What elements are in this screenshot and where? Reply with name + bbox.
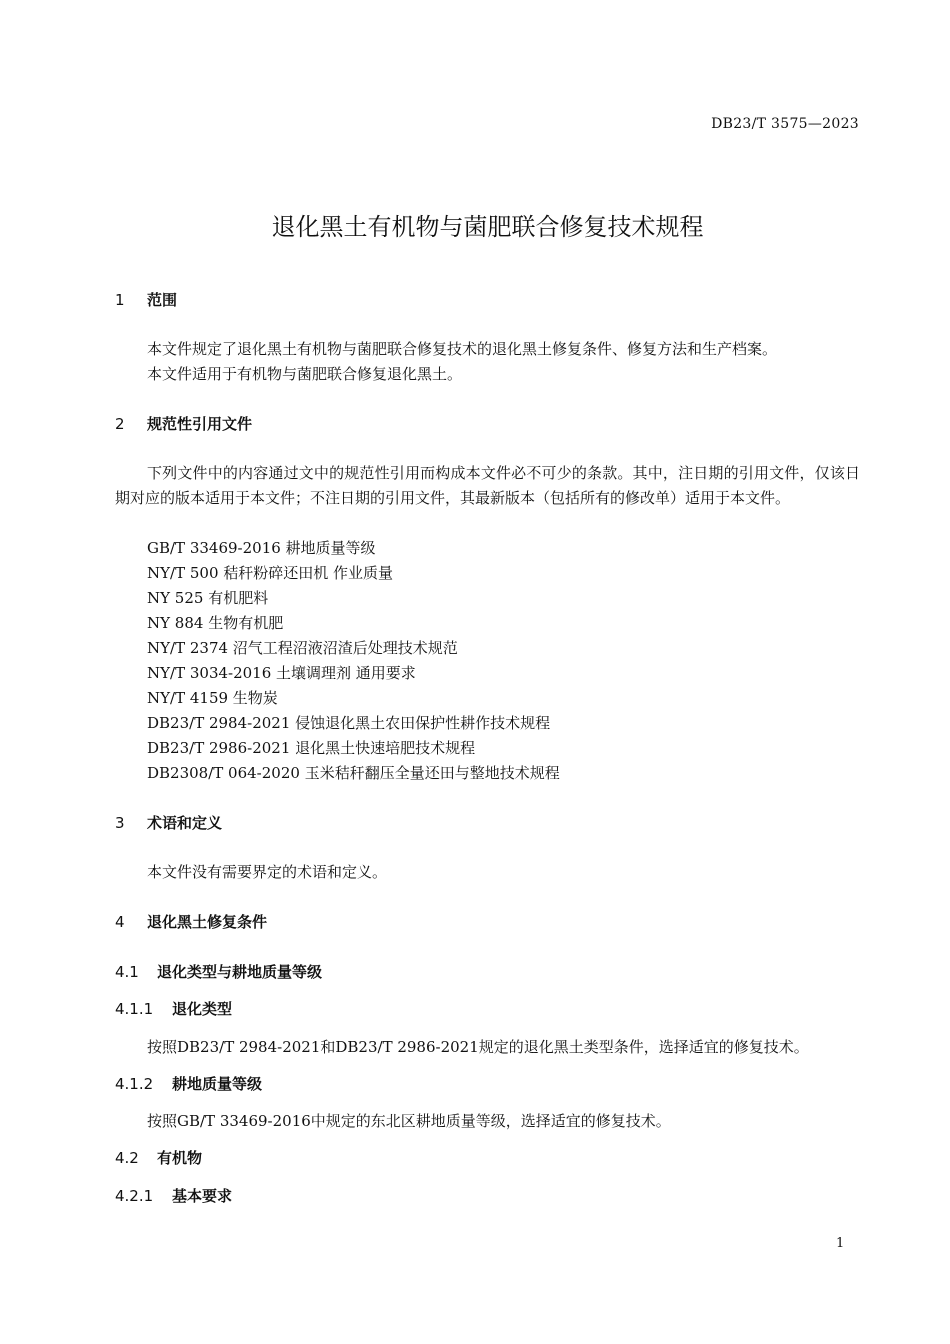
subsection-number: 4.1.2 <box>115 1075 154 1093</box>
reference-item: GB/T 33469-2016 耕地质量等级 <box>147 539 376 557</box>
subsection-4-1-2-paragraph: 按照GB/T 33469-2016中规定的东北区耕地质量等级，选择适宜的修复技术。 <box>147 1112 671 1130</box>
document-code: DB23/T 3575—2023 <box>711 116 859 132</box>
section-2-heading <box>115 413 252 434</box>
section-number: 2 <box>115 415 125 433</box>
section-number: 4 <box>115 913 125 931</box>
document-title: 退化黑土有机物与菌肥联合修复技术规程 <box>271 213 704 241</box>
reference-item: NY/T 4159 生物炭 <box>147 689 278 707</box>
reference-item: DB23/T 2984-2021 侵蚀退化黑土农田保护性耕作技术规程 <box>147 714 551 732</box>
subsection-number: 4.1 <box>115 963 139 981</box>
reference-item: NY/T 2374 沼气工程沼液沼渣后处理技术规范 <box>147 639 458 657</box>
section-number: 3 <box>115 814 125 832</box>
section-number: 1 <box>115 291 125 309</box>
page-number: 1 <box>836 1236 845 1251</box>
section-3-paragraph: 本文件没有需要界定的术语和定义。 <box>147 863 388 881</box>
subsection-4-1-1-heading <box>115 998 232 1019</box>
reference-item: NY/T 3034-2016 土壤调理剂 通用要求 <box>147 664 416 682</box>
section-4-heading <box>115 911 267 932</box>
section-1-paragraph-1: 本文件规定了退化黑土有机物与菌肥联合修复技术的退化黑土修复条件、修复方法和生产档案。 <box>147 340 778 358</box>
section-title: 术语和定义 <box>147 814 223 832</box>
reference-item: NY/T 500 秸秆粉碎还田机 作业质量 <box>147 564 394 582</box>
subsection-number: 4.2.1 <box>115 1187 154 1205</box>
subsection-number: 4.1.1 <box>115 1000 154 1018</box>
subsection-4-2-1-heading <box>115 1185 232 1206</box>
section-1-heading <box>115 289 177 310</box>
section-title: 规范性引用文件 <box>147 415 253 433</box>
reference-item: NY 884 生物有机肥 <box>147 614 284 632</box>
subsection-4-1-2-heading <box>115 1073 262 1094</box>
subsection-title: 退化类型 <box>172 1000 233 1018</box>
subsection-4-2-heading <box>115 1147 202 1168</box>
subsection-title: 耕地质量等级 <box>172 1075 263 1093</box>
subsection-title: 有机物 <box>157 1149 203 1167</box>
subsection-title: 基本要求 <box>172 1187 233 1205</box>
subsection-4-1-heading <box>115 961 322 982</box>
subsection-title: 退化类型与耕地质量等级 <box>157 963 323 981</box>
reference-item: DB23/T 2986-2021 退化黑土快速培肥技术规程 <box>147 739 476 757</box>
section-title: 范围 <box>147 291 178 309</box>
subsection-number: 4.2 <box>115 1149 139 1167</box>
subsection-4-1-1-paragraph: 按照DB23/T 2984-2021和DB23/T 2986-2021规定的退化黑土类型条件，选择适宜的修复技术。 <box>147 1038 809 1056</box>
section-title: 退化黑土修复条件 <box>147 913 268 931</box>
section-2-intro: 下列文件中的内容通过文中的规范性引用而构成本文件必不可少的条款。其中，注日期的引用文件，仅该日期对应的版本适用于本文件；不注日期的引用文件，其最新版本（包括所有的修改单）适用于本文件。 <box>115 464 860 507</box>
section-1-paragraph-2: 本文件适用于有机物与菌肥联合修复退化黑土。 <box>147 365 463 383</box>
reference-item: DB2308/T 064-2020 玉米秸秆翻压全量还田与整地技术规程 <box>147 764 560 782</box>
section-3-heading <box>115 812 222 833</box>
reference-item: NY 525 有机肥料 <box>147 589 269 607</box>
